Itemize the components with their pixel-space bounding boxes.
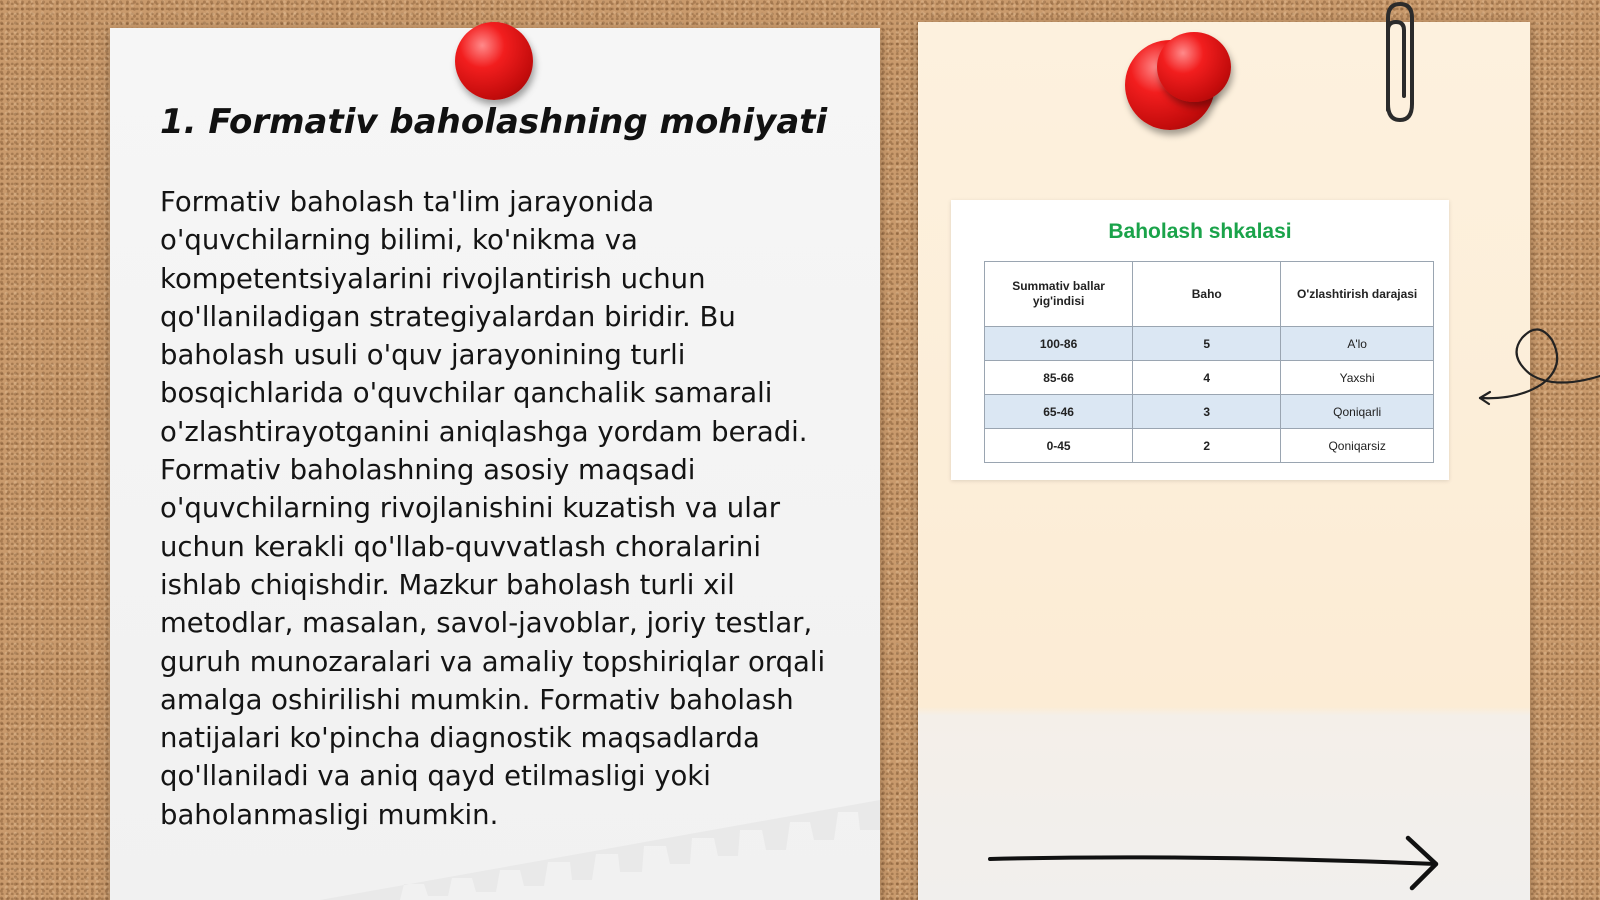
table-cell-score-range: 65-46 xyxy=(985,395,1133,429)
grading-scale-title: Baholash shkalasi xyxy=(1108,220,1292,243)
table-row xyxy=(985,361,1434,395)
table-cell-mastery-level: Qoniqarsiz xyxy=(1281,429,1434,463)
squiggle-arrow-icon xyxy=(1478,314,1600,414)
column-header-score-sum: Summativ ballar yig'indisi xyxy=(985,262,1133,327)
table-cell-grade: 3 xyxy=(1133,395,1281,429)
table-cell-score-range: 100-86 xyxy=(985,327,1133,361)
table-cell-mastery-level: Yaxshi xyxy=(1281,361,1434,395)
push-pin-icon xyxy=(455,22,533,100)
table-row xyxy=(985,429,1434,463)
table-header-row xyxy=(985,262,1434,327)
grading-scale-table xyxy=(984,261,1434,463)
body-paragraph: Formativ baholash ta'lim jarayonida o'quvchilarning bilimi, ko'nikma va kompetentsiyalarini rivojlantirish uchun qo'llaniladigan strategiyalardan biridir. Bu baholash usuli o'quv jarayonining turli bosqichlarida o'quvchilar qanchalik samarali o'zlashtirayotganini aniqlashga yordam beradi. Formativ baholashning asosiy maqsadi o'quvchilarning rivojlanishini kuzatish va ular uchun kerakli qo'llab-quvvatlash choralarini ishlab chiqishdir. Mazkur baholash turli xil metodlar, masalan, savol-javoblar, joriy testlar, guruh munozaralari va amaliy topshiriqlar orqali amalga oshirilishi mumkin. Formativ baholash natijalari ko'pincha diagnostik maqsadlarda qo'llaniladi va aniq qayd etilmasligi yoki baholanmasligi mumkin. xyxy=(160,186,826,831)
table-cell-score-range: 85-66 xyxy=(985,361,1133,395)
table-cell-grade: 2 xyxy=(1133,429,1281,463)
table-cell-mastery-level: Qoniqarli xyxy=(1281,395,1434,429)
column-header-grade: Baho xyxy=(1133,262,1281,327)
push-pin-icon xyxy=(1157,32,1231,102)
table-cell-score-range: 0-45 xyxy=(985,429,1133,463)
column-header-mastery-level: O'zlashtirish darajasi xyxy=(1281,262,1434,327)
table-cell-mastery-level: A'lo xyxy=(1281,327,1434,361)
table-cell-grade: 4 xyxy=(1133,361,1281,395)
table-cell-grade: 5 xyxy=(1133,327,1281,361)
right-arrow-icon xyxy=(988,832,1448,892)
paperclip-icon xyxy=(1378,0,1418,125)
table-row xyxy=(985,395,1434,429)
page-title: 1. Formativ baholashning mohiyati xyxy=(160,102,828,142)
table-row xyxy=(985,327,1434,361)
grading-scale-card xyxy=(951,200,1449,480)
